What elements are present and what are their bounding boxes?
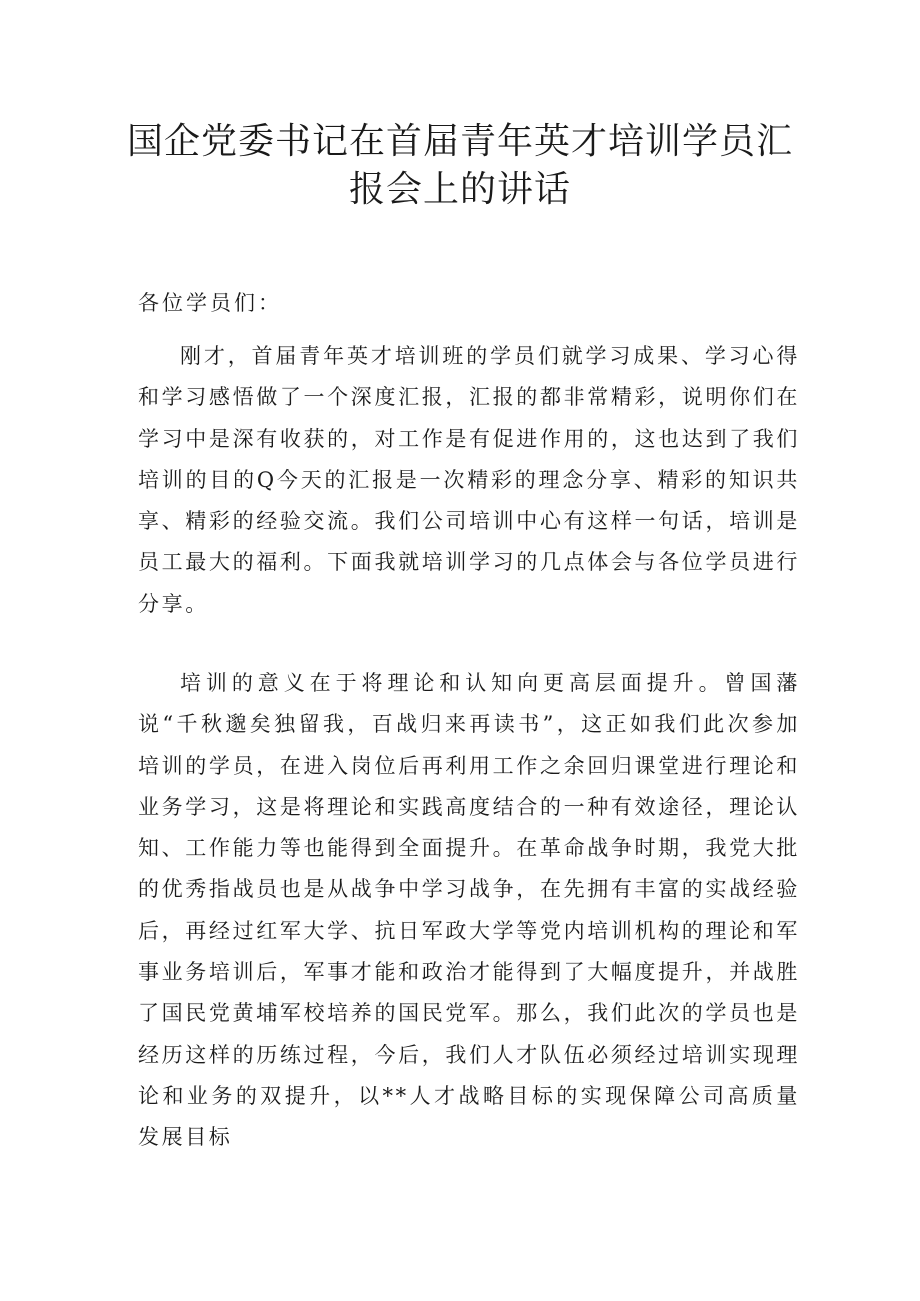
body-paragraph: 刚才，首届青年英才培训班的学员们就学习成果、学习心得和学习感悟做了一个深度汇报，汇报的都非常精彩，说明你们在学习中是深有收获的，对工作是有促进作用的，这也达到了我们培训的目的Q今天的汇报是一次精彩的理念分享、精彩的知识共享、精彩的经验交流。我们公司培训中心有这样一句话，培训是员工最大的福利。下面我就培训学习的几点体会与各位学员进行分享。 [138,344,800,616]
document-title: 国企党委书记在首届青年英才培训学员汇报会上的讲话 [126,121,793,210]
salutation: 各位学员们： [138,291,282,315]
body-paragraph: 培训的意义在于将理论和认知向更高层面提升。曾国藩说“千秋邈矣独留我，百战归来再读书”，这正如我们此次参加培训的学员，在进入岗位后再利用工作之余回归课堂进行理论和业务学习，这是将理论和实践高度结合的一种有效途径，理论认知、工作能力等也能得到全面提升。在革命战争时期，我党大批的优秀指战员也是从战争中学习战争，在先拥有丰富的实战经验后，再经过红军大学、抗日军政大学等党内培训机构的理论和军事业务培训后，军事才能和政治才能得到了大幅度提升，并战胜了国民党黄埔军校培养的国民党军。那么，我们此次的学员也是经历这样的历练过程，今后，我们人才队伍必须经过培训实现理论和业务的双提升，以**人才战略目标的实现保障公司高质量发展目标 [138,671,800,1150]
